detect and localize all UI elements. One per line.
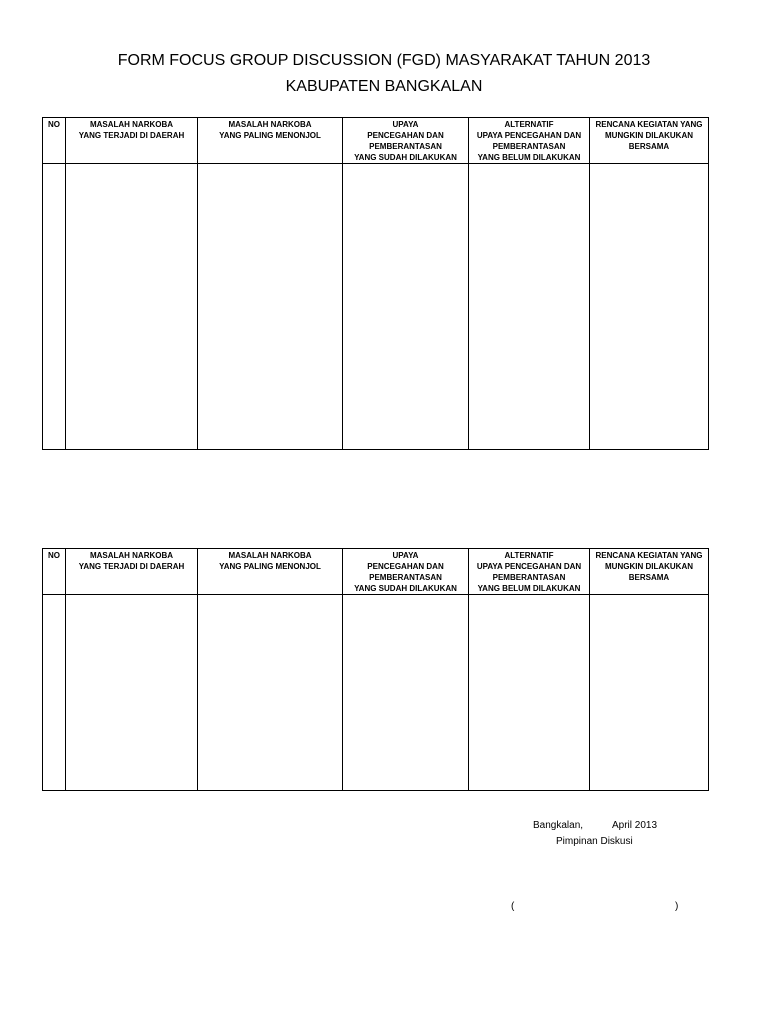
header-line: RENCANA KEGIATAN YANG bbox=[595, 551, 703, 560]
header-line: MASALAH NARKOBA bbox=[228, 120, 312, 129]
header-line: RENCANA KEGIATAN YANG bbox=[595, 120, 703, 129]
cell-no[interactable] bbox=[43, 595, 66, 791]
cell-masalah-menonjol[interactable] bbox=[198, 595, 343, 791]
cell-masalah-menonjol[interactable] bbox=[198, 164, 343, 450]
header-line: YANG TERJADI DI DAERAH bbox=[78, 562, 185, 571]
header-line: UPAYA bbox=[392, 551, 419, 560]
header-upaya-sudah bbox=[343, 118, 469, 164]
cell-rencana-kegiatan[interactable] bbox=[590, 164, 709, 450]
table-row bbox=[43, 595, 709, 791]
header-alternatif-belum bbox=[469, 118, 590, 164]
header-line: UPAYA PENCEGAHAN DAN bbox=[476, 562, 582, 571]
header-line: PEMBERANTASAN bbox=[492, 573, 566, 582]
header-line: PENCEGAHAN DAN bbox=[367, 562, 444, 571]
header-line: MUNGKIN DILAKUKAN bbox=[605, 562, 693, 571]
header-line: ALTERNATIF bbox=[504, 551, 554, 560]
header-line: YANG PALING MENONJOL bbox=[219, 131, 321, 140]
cell-masalah-terjadi[interactable] bbox=[66, 164, 198, 450]
header-line: ALTERNATIF bbox=[504, 120, 554, 129]
header-line: MASALAH NARKOBA bbox=[89, 120, 174, 129]
header-line: PENCEGAHAN DAN bbox=[367, 131, 444, 140]
cell-alternatif-belum[interactable] bbox=[469, 595, 590, 791]
header-rencana-kegiatan bbox=[590, 549, 709, 595]
signature-name-open-paren: ( bbox=[511, 901, 515, 912]
header-line: BERSAMA bbox=[628, 573, 670, 582]
header-masalah-terjadi bbox=[66, 118, 198, 164]
header-line: PEMBERANTASAN bbox=[492, 142, 566, 151]
header-no bbox=[43, 549, 66, 595]
header-line: YANG SUDAH DILAKUKAN bbox=[354, 584, 457, 593]
title-line-2: KABUPATEN BANGKALAN bbox=[285, 78, 483, 95]
table-header-row bbox=[43, 549, 709, 595]
header-masalah-menonjol bbox=[198, 118, 343, 164]
header-line: NO bbox=[48, 120, 60, 129]
fgd-table-1 bbox=[42, 117, 709, 450]
header-rencana-kegiatan bbox=[590, 118, 709, 164]
header-masalah-menonjol bbox=[198, 549, 343, 595]
cell-upaya-sudah[interactable] bbox=[343, 595, 469, 791]
signature-place: Bangkalan, bbox=[533, 820, 584, 831]
header-line: MUNGKIN DILAKUKAN bbox=[605, 131, 693, 140]
header-line: YANG SUDAH DILAKUKAN bbox=[354, 153, 457, 162]
header-line: MASALAH NARKOBA bbox=[89, 551, 174, 560]
title-line-1: FORM FOCUS GROUP DISCUSSION (FGD) MASYARAKAT TAHUN 2013 bbox=[117, 52, 651, 69]
header-upaya-sudah bbox=[343, 549, 469, 595]
header-line: MASALAH NARKOBA bbox=[228, 551, 312, 560]
header-line: UPAYA PENCEGAHAN DAN bbox=[476, 131, 582, 140]
cell-upaya-sudah[interactable] bbox=[343, 164, 469, 450]
header-line: UPAYA bbox=[392, 120, 419, 129]
header-alternatif-belum bbox=[469, 549, 590, 595]
signature-role: Pimpinan Diskusi bbox=[556, 836, 633, 847]
signature-name-close-paren: ) bbox=[675, 901, 679, 912]
fgd-table-2 bbox=[42, 548, 709, 791]
header-line: YANG BELUM DILAKUKAN bbox=[477, 153, 581, 162]
table-header-row bbox=[43, 118, 709, 164]
header-line: NO bbox=[48, 551, 60, 560]
cell-masalah-terjadi[interactable] bbox=[66, 595, 198, 791]
document-title bbox=[0, 48, 768, 100]
cell-alternatif-belum[interactable] bbox=[469, 164, 590, 450]
header-line: BERSAMA bbox=[628, 142, 670, 151]
header-line: YANG PALING MENONJOL bbox=[219, 562, 321, 571]
header-line: PEMBERANTASAN bbox=[369, 573, 442, 582]
header-line: PEMBERANTASAN bbox=[369, 142, 442, 151]
signature-date: April 2013 bbox=[612, 820, 658, 831]
cell-no[interactable] bbox=[43, 164, 66, 450]
cell-rencana-kegiatan[interactable] bbox=[590, 595, 709, 791]
table-row bbox=[43, 164, 709, 450]
header-line: YANG TERJADI DI DAERAH bbox=[78, 131, 185, 140]
header-no bbox=[43, 118, 66, 164]
header-masalah-terjadi bbox=[66, 549, 198, 595]
header-line: YANG BELUM DILAKUKAN bbox=[477, 584, 581, 593]
